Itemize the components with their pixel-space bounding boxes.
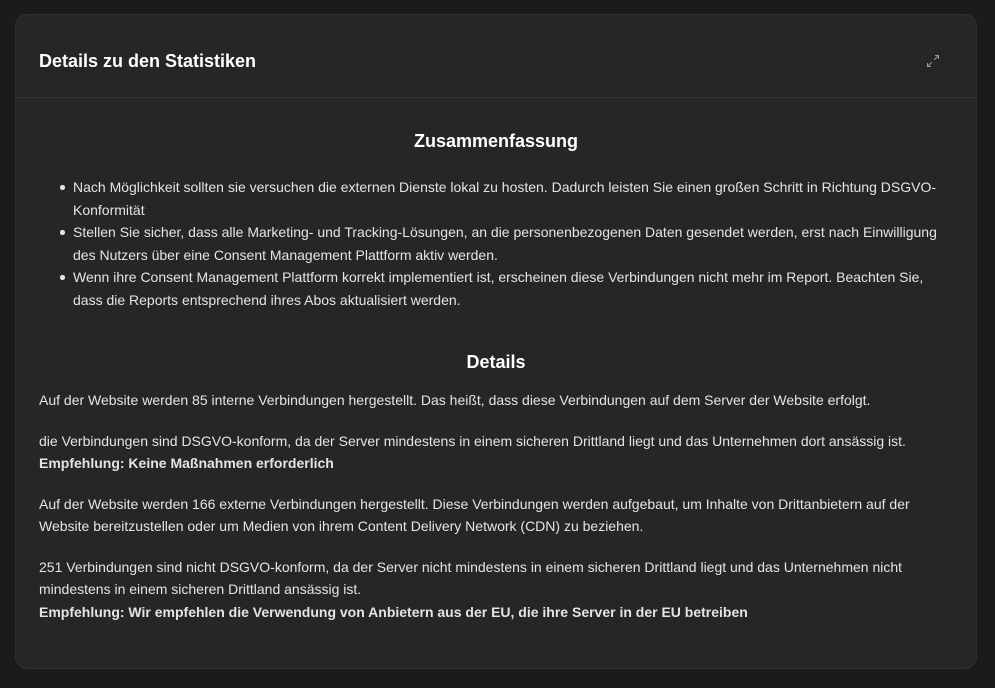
internal-connections-text: Auf der Website werden 85 interne Verbindungen hergestellt. Das heißt, dass diese Verbindungen auf dem Server der Website erfolgt. [39,392,871,408]
compliant-text: die Verbindungen sind DSGVO-konform, da der Server mindestens in einem sicheren Drittland liegt und das Unternehmen dort ansässig ist. [39,432,906,449]
summary-item-local-hosting: Nach Möglichkeit sollten sie versuchen die externen Dienste lokal zu hosten. Dadurch leisten Sie einen großen Schritt in Richtung DSGVO-Konformität [73,176,953,221]
external-connections-text: Auf der Website werden 166 externe Verbindungen hergestellt. Diese Verbindungen werden aufgebaut, um Inhalte von Drittanbietern auf der Website bereitzustellen oder um Medien von ihrem Content Delivery Network (CDN) zu beziehen. [39,495,910,534]
compliant-recommendation: Empfehlung: Keine Maßnahmen erforderlich [39,455,334,471]
compliant-paragraph [39,430,953,475]
details-heading: Details [466,352,526,372]
card-body [16,98,976,623]
noncompliant-recommendation: Empfehlung: Wir empfehlen die Verwendung von Anbietern aus der EU, die ihre Server in der EU betreiben [39,603,748,620]
card-title: Details zu den Statistiken [39,51,257,71]
summary-item-cmp: Wenn ihre Consent Management Plattform korrekt implementiert ist, erscheinen diese Verbindungen nicht mehr im Report. Beachten Sie, dass die Reports entsprechend ihres Abos aktualisiert werden. [73,266,953,311]
summary-item-consent: Stellen Sie sicher, dass alle Marketing- und Tracking-Lösungen, an die personenbezogenen Daten gesendet werden, erst nach Einwilligung des Nutzers über eine Consent Management Plattform aktiv werden. [73,221,953,266]
card-header [16,15,976,98]
noncompliant-text: 251 Verbindungen sind nicht DSGVO-konform, da der Server nicht mindestens in einem sicheren Drittland liegt und das Unternehmen nicht mindestens in einem sicheren Drittland ansässig ist. [39,558,903,597]
noncompliant-paragraph [39,556,953,624]
expand-arrows-icon [924,52,942,70]
expand-button[interactable] [924,52,942,70]
summary-heading: Zusammenfassung [413,131,579,151]
summary-list [39,176,953,311]
statistics-details-card [15,14,977,669]
